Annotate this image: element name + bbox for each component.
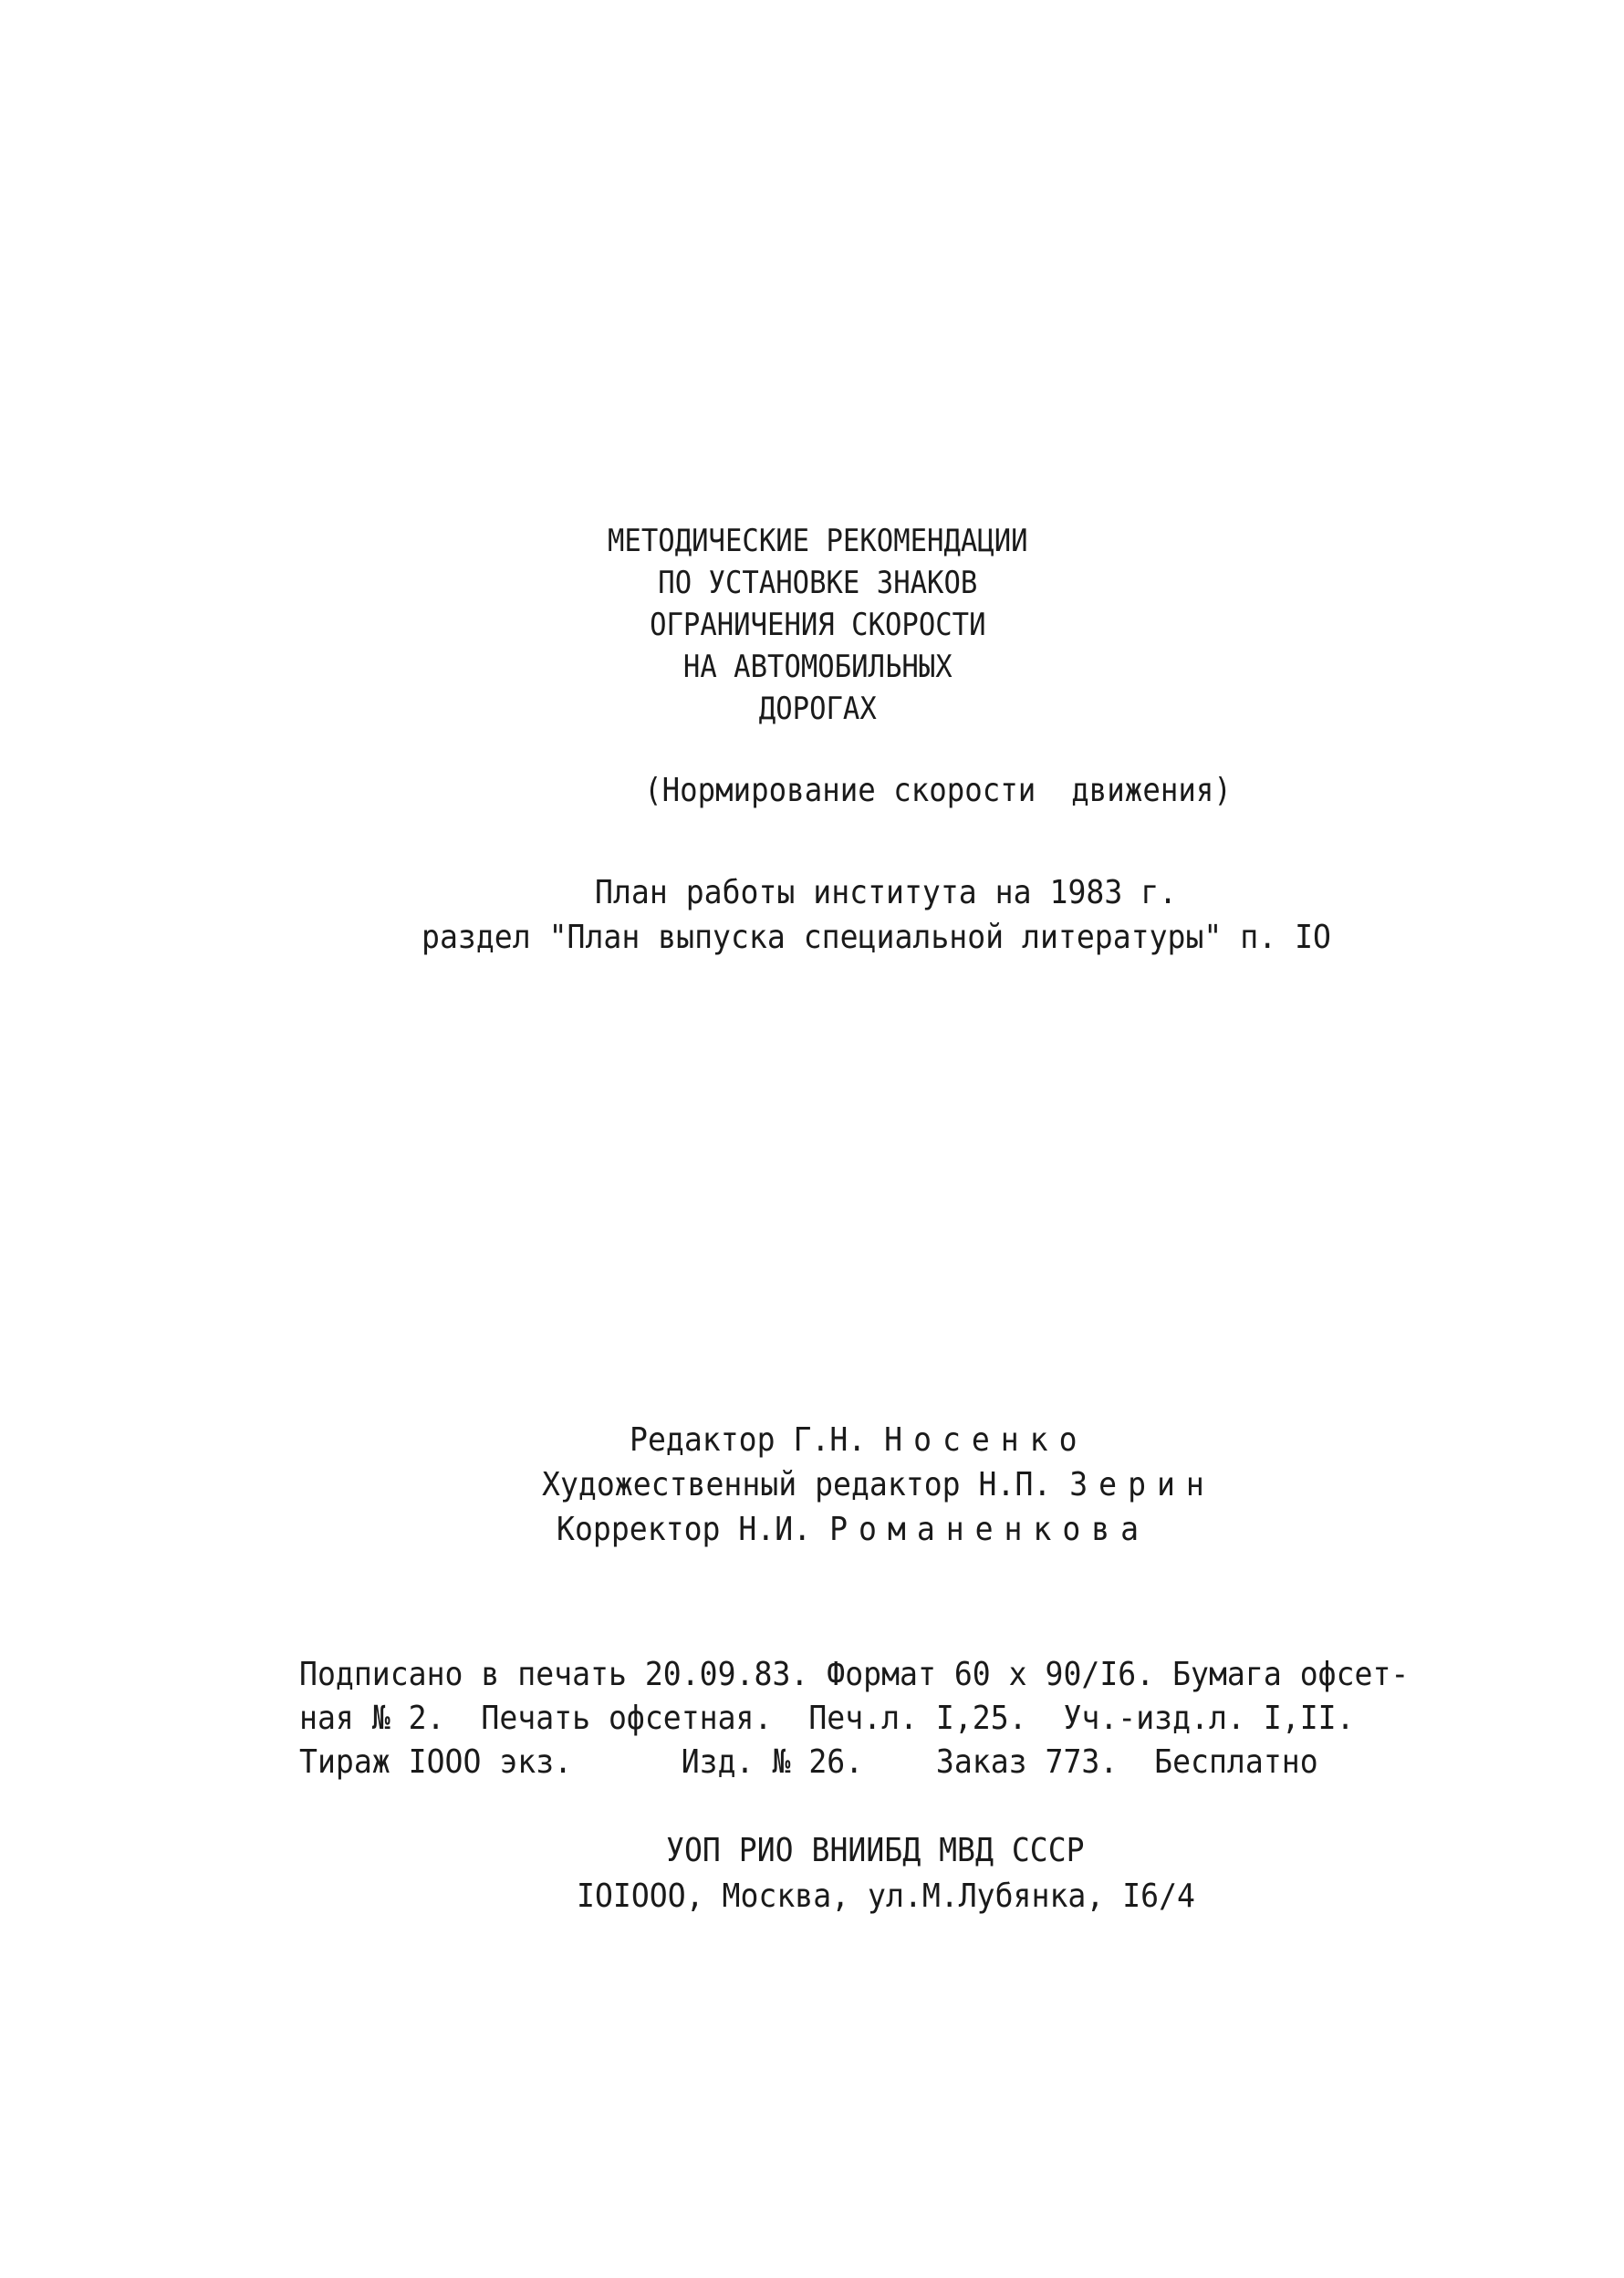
art-editor-role: Художественный редактор Н.П. — [542, 1466, 1052, 1503]
art-editor-name: Зерин — [1069, 1466, 1215, 1503]
editor-credit — [630, 1418, 1088, 1462]
art-editor-credit — [542, 1462, 1215, 1507]
title-line-5: ДОРОГАХ — [758, 691, 877, 727]
publisher-name: УОП РИО ВНИИБД МВД СССР — [666, 1832, 1085, 1869]
plan-line-1: План работы института на 1983 г. — [595, 874, 1178, 911]
proofreader-name: Романенкова — [829, 1511, 1150, 1548]
colophon-line-3: Тираж IOOO экз. Изд. № 26. Заказ 773. Бесплатно — [299, 1743, 1318, 1781]
title-block — [87, 520, 1548, 730]
proofreader-role: Корректор Н.И. — [557, 1511, 812, 1548]
title-line-2: ПО УСТАНОВКЕ ЗНАКОВ — [658, 565, 978, 601]
editor-role: Редактор Г.Н. — [630, 1421, 867, 1459]
colophon-block — [299, 1653, 1505, 1784]
subtitle: (Нормирование скорости движения) — [644, 772, 1232, 809]
title-line-3: ОГРАНИЧЕНИЯ СКОРОСТИ — [650, 607, 986, 643]
plan-line-2: раздел "План выпуска специальной литературы" п. IO — [422, 919, 1332, 956]
editor-name: Носенко — [884, 1421, 1088, 1459]
proofreader-credit — [557, 1507, 1150, 1552]
publisher-address: IOIOOO, Москва, ул.М.Лубянка, I6/4 — [577, 1878, 1195, 1915]
title-line-4: НА АВТОМОБИЛЬНЫХ — [682, 649, 953, 685]
colophon-line-2: ная № 2. Печать офсетная. Печ.л. I,25. Уч.-изд.л. I,II. — [299, 1700, 1355, 1737]
colophon-line-1: Подписано в печать 20.09.83. Формат 60 x 90/I6. Бумага офсет- — [299, 1656, 1410, 1693]
title-line-1: МЕТОДИЧЕСКИЕ РЕКОМЕНДАЦИИ — [608, 523, 1028, 559]
